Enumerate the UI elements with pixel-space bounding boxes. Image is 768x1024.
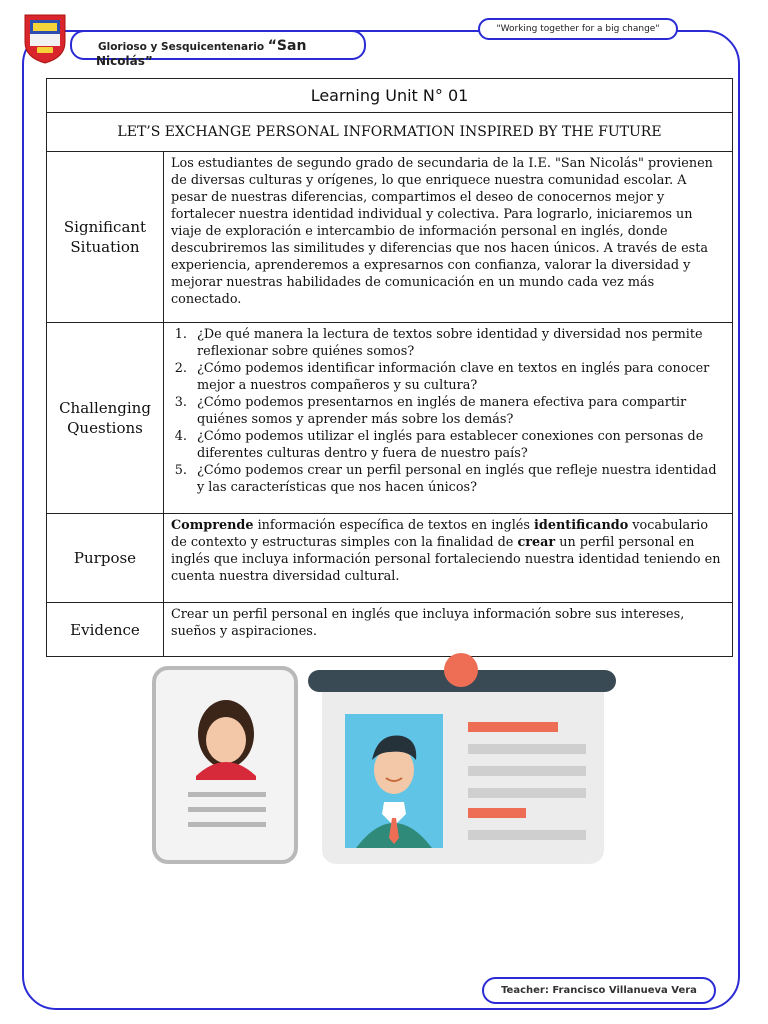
school-name [98,38,306,54]
purpose-label: Purpose [47,514,164,603]
school-name-small: Glorioso y Sesquicentenario [98,41,265,53]
question-item: 2. ¿Cómo podemos identificar información clave en textos en inglés para conocer mejor a nuestros compañeros y su cultura? [191,360,726,394]
situation-label: Significant Situation [47,152,164,323]
evidence-label: Evidence [47,603,164,657]
question-item: 3. ¿Cómo podemos presentarnos en inglés de manera efectiva para compartir quiénes somos y aprender más sobre los demás? [191,394,726,428]
question-item: 5. ¿Cómo podemos crear un perfil personal en inglés que refleje nuestra identidad y las características que nos hacen únicos? [191,462,726,496]
purpose-verb-2: identificando [534,518,629,533]
school-name-cut: Nicolás” [96,54,153,68]
question-item: 4. ¿Cómo podemos utilizar el inglés para establecer conexiones con personas de diferentes culturas dentro y fuera de nuestro país? [191,428,726,462]
purpose-fragment: un perfil personal en inglés que incluya información personal fortaleciendo nuestra identidad teniendo en cuenta nuestra diversidad cultural. [171,535,721,584]
purpose-fragment: vocabulario de contexto y estructuras simples con la finalidad de [171,518,709,550]
purpose-verb-1: Comprende [171,518,254,533]
purpose-fragment: información específica de textos en inglés [253,518,535,533]
school-name-big: “San [267,38,307,54]
profile-cards-illustration [150,652,620,868]
question-item: 1. ¿De qué manera la lectura de textos sobre identidad y diversidad nos permite reflexionar sobre quiénes somos? [191,326,726,360]
school-logo [22,12,68,64]
situation-text: Los estudiantes de segundo grado de secundaria de la I.E. "San Nicolás" provienen de diversas culturas y orígenes, lo que enriquece nuestra comunidad escolar. A pesar de nuestras diferencias, compartimos el deseo de conocernos mejor y fortalecer nuestra identidad individual y colectiva. Para lograrlo, iniciaremos un viaje de exploración e intercambio de información personal en inglés, donde descubriremos las similitudes y diferencias que nos hacen únicos. A través de esta experiencia, aprenderemos a expresarnos con confianza, valorar la diversidad y mejorar nuestras habilidades de comunicación en un mundo cada vez más conectado. [164,152,733,323]
school-name-box [70,30,366,68]
learning-unit-table [46,78,733,657]
purpose-verb-3: crear [517,535,556,550]
unit-subtitle: LET’S EXCHANGE PERSONAL INFORMATION INSPIRED BY THE FUTURE [47,113,733,152]
purpose-text [164,514,733,603]
questions-cell [164,323,733,514]
unit-title: Learning Unit N° 01 [47,79,733,113]
profile-card-icon [154,668,296,862]
motto-badge: "Working together for a big change" [478,18,678,40]
teacher-badge: Teacher: Francisco Villanueva Vera [482,977,716,1004]
evidence-text: Crear un perfil personal en inglés que incluya información sobre sus intereses, sueños y aspiraciones. [164,603,733,657]
id-card-icon [308,653,616,864]
questions-label: Challenging Questions [47,323,164,514]
questions-list [171,326,726,496]
